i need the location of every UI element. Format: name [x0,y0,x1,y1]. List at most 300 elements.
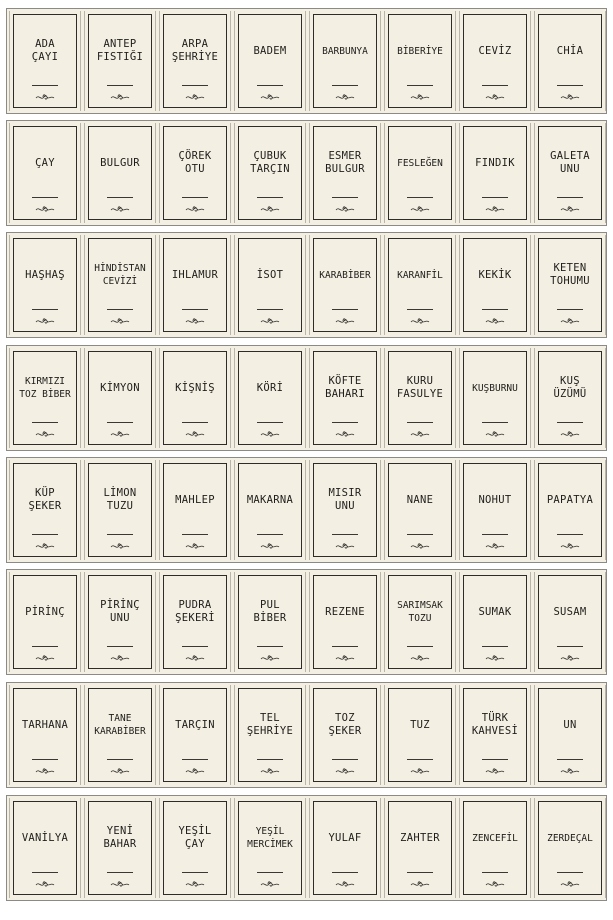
label-divider [257,422,283,423]
label-name: GALETA UNU [550,150,590,175]
floral-flourish-icon [35,653,55,663]
label-frame [88,238,152,332]
label-row [6,232,607,338]
floral-flourish-icon [260,766,280,776]
floral-flourish-icon [560,92,580,102]
label-frame [388,351,452,445]
spice-label [309,460,381,560]
spice-label [159,123,231,223]
floral-flourish-icon [485,653,505,663]
label-divider [407,197,433,198]
floral-flourish-icon [185,766,205,776]
floral-flourish-icon [185,879,205,889]
spice-label [309,348,381,448]
spice-label [84,685,156,785]
label-name: KİMYON [100,381,140,394]
floral-flourish-icon [110,92,130,102]
label-frame [463,688,527,782]
spice-label [459,123,531,223]
label-name: CHİA [556,44,584,57]
label-divider [482,85,508,86]
label-name: YEŞİL MERCİMEK [247,826,293,850]
label-frame [238,14,302,108]
label-row [6,682,607,788]
floral-flourish-icon [560,766,580,776]
label-name: KUŞBURNU [472,382,518,394]
floral-flourish-icon [185,316,205,326]
label-name: ÇUBUK TARÇIN [250,150,290,175]
label-frame [163,801,227,895]
label-frame [538,575,602,669]
spice-label [384,798,456,898]
label-divider [32,872,58,873]
spice-label [459,798,531,898]
floral-flourish-icon [410,879,430,889]
label-name: KETEN TOHUMU [550,262,590,287]
spice-label [234,798,306,898]
label-name: ZERDEÇAL [547,832,593,844]
spice-label [309,685,381,785]
label-name: TARÇIN [175,718,215,731]
label-name: TEL ŞEHRİYE [246,712,294,737]
label-name: İSOT [256,268,284,281]
floral-flourish-icon [35,204,55,214]
floral-flourish-icon [560,879,580,889]
floral-flourish-icon [335,429,355,439]
label-divider [407,646,433,647]
label-frame [538,126,602,220]
label-divider [557,534,583,535]
floral-flourish-icon [335,92,355,102]
floral-flourish-icon [410,316,430,326]
floral-flourish-icon [260,429,280,439]
label-name: REZENE [325,605,365,618]
label-frame [238,463,302,557]
label-frame [313,688,377,782]
label-divider [332,422,358,423]
label-divider [182,85,208,86]
spice-label [534,685,606,785]
label-divider [557,872,583,873]
label-name: LİMON TUZU [103,487,137,512]
floral-flourish-icon [335,204,355,214]
label-name: TÜRK KAHVESİ [471,712,519,737]
label-name: BARBUNYA [322,45,368,57]
label-divider [182,872,208,873]
label-frame [13,14,77,108]
floral-flourish-icon [560,429,580,439]
label-name: ESMER BULGUR [325,150,365,175]
floral-flourish-icon [410,204,430,214]
label-frame [163,463,227,557]
spice-label [84,798,156,898]
label-frame [88,801,152,895]
label-frame [313,463,377,557]
label-name: FINDIK [475,156,515,169]
label-divider [107,309,133,310]
label-name: CEVİZ [478,44,512,57]
label-divider [557,197,583,198]
label-frame [313,351,377,445]
floral-flourish-icon [185,653,205,663]
label-name: UN [563,718,577,731]
label-divider [407,422,433,423]
floral-flourish-icon [485,316,505,326]
floral-flourish-icon [335,879,355,889]
spice-label [234,123,306,223]
spice-label [159,348,231,448]
label-name: YENİ BAHAR [103,825,137,850]
label-divider [482,646,508,647]
label-frame [463,801,527,895]
spice-label [159,685,231,785]
label-frame [13,238,77,332]
label-divider [482,534,508,535]
label-frame [313,575,377,669]
label-name: ZAHTER [400,831,440,844]
floral-flourish-icon [110,541,130,551]
label-divider [107,422,133,423]
spice-label [84,348,156,448]
spice-label [309,572,381,672]
label-name: KURU FASULYE [396,375,444,400]
label-divider [257,309,283,310]
label-divider [332,646,358,647]
spice-label [159,235,231,335]
spice-label [234,460,306,560]
label-frame [163,575,227,669]
label-divider [257,534,283,535]
floral-flourish-icon [485,92,505,102]
label-name: TARHANA [21,718,69,731]
label-divider [257,646,283,647]
spice-label [84,235,156,335]
floral-flourish-icon [335,766,355,776]
label-divider [182,646,208,647]
floral-flourish-icon [410,653,430,663]
label-row [6,569,607,675]
label-name: PAPATYA [546,493,594,506]
label-frame [463,126,527,220]
label-divider [332,197,358,198]
label-frame [13,688,77,782]
label-frame [88,126,152,220]
floral-flourish-icon [335,541,355,551]
label-divider [407,85,433,86]
label-divider [32,646,58,647]
floral-flourish-icon [335,316,355,326]
floral-flourish-icon [335,653,355,663]
label-frame [13,351,77,445]
label-name: KUŞ ÜZÜMÜ [553,375,587,400]
label-frame [238,126,302,220]
spice-label [234,235,306,335]
label-frame [538,238,602,332]
label-name: PUL BİBER [253,599,287,624]
label-frame [163,14,227,108]
floral-flourish-icon [260,879,280,889]
spice-label [459,11,531,111]
label-name: BİBERİYE [397,45,443,57]
spice-label [309,235,381,335]
label-row [6,8,607,114]
label-name: PİRİNÇ UNU [100,599,140,624]
label-frame [538,351,602,445]
floral-flourish-icon [485,541,505,551]
floral-flourish-icon [110,653,130,663]
floral-flourish-icon [260,541,280,551]
spice-label [9,460,81,560]
label-frame [88,463,152,557]
label-name: KEKİK [478,268,512,281]
spice-label [84,572,156,672]
label-name: MISIR UNU [328,487,362,512]
label-frame [163,688,227,782]
label-divider [182,759,208,760]
label-frame [13,801,77,895]
floral-flourish-icon [260,316,280,326]
label-divider [557,309,583,310]
label-divider [482,309,508,310]
spice-label [534,348,606,448]
spice-label [384,685,456,785]
label-divider [557,759,583,760]
floral-flourish-icon [410,429,430,439]
floral-flourish-icon [110,204,130,214]
label-divider [107,197,133,198]
label-frame [313,238,377,332]
spice-label [534,798,606,898]
floral-flourish-icon [110,766,130,776]
spice-label [84,123,156,223]
spice-label [384,460,456,560]
spice-label [384,11,456,111]
spice-label [234,572,306,672]
label-name: ÇÖREK OTU [178,150,212,175]
label-name: ANTEP FISTIĞI [96,38,144,63]
label-frame [388,463,452,557]
label-divider [107,646,133,647]
label-frame [388,126,452,220]
floral-flourish-icon [410,766,430,776]
spice-label [534,572,606,672]
spice-label [84,460,156,560]
floral-flourish-icon [260,92,280,102]
spice-label [159,460,231,560]
floral-flourish-icon [185,92,205,102]
label-frame [163,126,227,220]
spice-label [534,235,606,335]
label-divider [482,872,508,873]
label-divider [407,759,433,760]
spice-label [384,572,456,672]
label-frame [313,801,377,895]
label-frame [88,688,152,782]
label-frame [538,801,602,895]
spice-label [234,685,306,785]
label-divider [257,197,283,198]
label-frame [388,14,452,108]
label-divider [32,534,58,535]
floral-flourish-icon [485,204,505,214]
label-frame [388,688,452,782]
spice-label [384,235,456,335]
floral-flourish-icon [410,92,430,102]
floral-flourish-icon [110,316,130,326]
label-frame [163,351,227,445]
spice-label [159,798,231,898]
label-name: MAHLEP [175,493,215,506]
label-frame [13,463,77,557]
label-name: KARABİBER [319,269,371,281]
floral-flourish-icon [185,541,205,551]
label-name: KARANFİL [397,269,443,281]
label-frame [238,688,302,782]
spice-label [384,123,456,223]
label-divider [557,85,583,86]
floral-flourish-icon [260,653,280,663]
label-name: ÇAY [35,156,55,169]
label-divider [32,85,58,86]
label-divider [332,309,358,310]
spice-label [309,123,381,223]
floral-flourish-icon [260,204,280,214]
label-name: TANE KARABİBER [94,713,146,737]
label-divider [257,872,283,873]
label-divider [557,422,583,423]
label-divider [182,422,208,423]
spice-label [234,348,306,448]
label-frame [238,238,302,332]
label-frame [88,14,152,108]
label-name: FESLEĞEN [397,157,443,169]
label-frame [463,351,527,445]
label-name: KÖFTE BAHARI [325,375,365,400]
label-name: ARPA ŞEHRİYE [171,38,219,63]
floral-flourish-icon [110,879,130,889]
spice-label [534,123,606,223]
label-name: TUZ [410,718,430,731]
label-name: PUDRA ŞEKERİ [175,599,215,624]
spice-label [159,11,231,111]
label-divider [32,422,58,423]
label-name: VANİLYA [21,831,69,844]
label-name: SUMAK [478,605,512,618]
label-name: YEŞİL ÇAY [178,825,212,850]
label-frame [238,801,302,895]
label-divider [407,872,433,873]
label-frame [463,238,527,332]
label-frame [538,688,602,782]
label-divider [482,422,508,423]
label-divider [182,309,208,310]
label-frame [388,575,452,669]
floral-flourish-icon [560,204,580,214]
label-name: MAKARNA [246,493,294,506]
spice-label [534,11,606,111]
label-frame [538,463,602,557]
floral-flourish-icon [185,204,205,214]
floral-flourish-icon [35,879,55,889]
label-frame [463,575,527,669]
label-divider [407,309,433,310]
spice-label [9,235,81,335]
floral-flourish-icon [485,429,505,439]
spice-label [234,11,306,111]
floral-flourish-icon [110,429,130,439]
label-name: KÖRİ [256,381,284,394]
label-divider [107,85,133,86]
label-divider [407,534,433,535]
label-row [6,457,607,563]
label-frame [13,575,77,669]
label-row [6,345,607,451]
label-divider [107,872,133,873]
floral-flourish-icon [35,766,55,776]
label-name: BULGUR [100,156,140,169]
label-divider [332,85,358,86]
label-name: KİŞNİŞ [175,381,215,394]
label-name: SUSAM [553,605,587,618]
spice-label [9,685,81,785]
label-name: ZENCEFİL [472,832,518,844]
floral-flourish-icon [410,541,430,551]
label-divider [332,759,358,760]
label-row [6,795,607,901]
floral-flourish-icon [35,316,55,326]
spice-label [9,572,81,672]
spice-label [309,798,381,898]
spice-label [159,572,231,672]
label-divider [332,872,358,873]
label-divider [332,534,358,535]
label-name: HİNDİSTAN CEVİZİ [94,263,146,287]
floral-flourish-icon [485,766,505,776]
floral-flourish-icon [560,653,580,663]
spice-label [9,123,81,223]
floral-flourish-icon [35,429,55,439]
label-name: KÜP ŞEKER [28,487,62,512]
label-frame [13,126,77,220]
spice-label [309,11,381,111]
spice-label [459,235,531,335]
label-frame [163,238,227,332]
floral-flourish-icon [35,92,55,102]
label-divider [182,534,208,535]
label-name: YULAF [328,831,362,844]
label-name: NANE [406,493,434,506]
label-frame [88,575,152,669]
floral-flourish-icon [485,879,505,889]
label-divider [257,85,283,86]
spice-label [459,685,531,785]
label-divider [32,309,58,310]
label-frame [238,351,302,445]
label-name: SARIMSAK TOZU [397,600,443,624]
label-frame [463,463,527,557]
label-frame [538,14,602,108]
label-divider [107,759,133,760]
label-name: IHLAMUR [171,268,219,281]
label-frame [238,575,302,669]
spice-label [84,11,156,111]
label-divider [107,534,133,535]
label-frame [88,351,152,445]
label-divider [482,759,508,760]
label-frame [463,14,527,108]
floral-flourish-icon [560,541,580,551]
floral-flourish-icon [185,429,205,439]
